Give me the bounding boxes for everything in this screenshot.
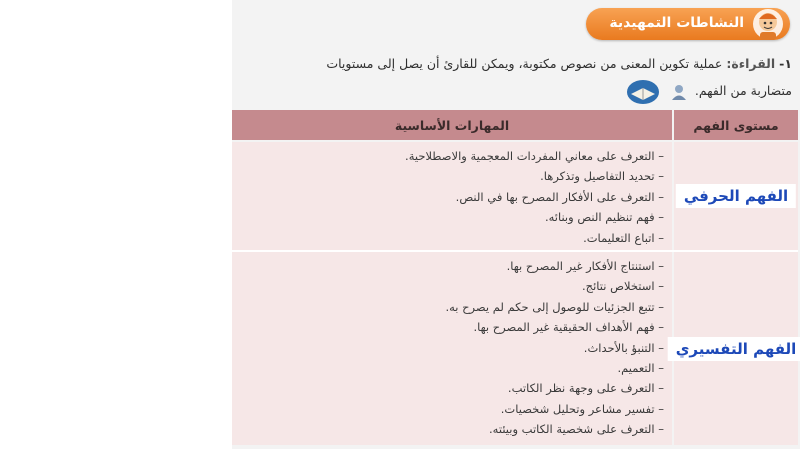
skills-cell: [232, 142, 672, 250]
intro-text-line1: عملية تكوين المعنى من نصوص مكتوبة، ويمكن للقارئ أن يصل إلى مستويات: [326, 56, 723, 71]
level-cell: [674, 252, 798, 445]
level-header: مستوى الفهم: [674, 110, 798, 140]
skills-header: المهارات الأساسية: [232, 110, 672, 140]
level-label: الفهم الحرفي: [676, 184, 796, 208]
list-item: – فهم تنظيم النص وبنائه.: [544, 210, 664, 225]
level-label: الفهم التفسيري: [668, 337, 800, 361]
section-title: النشاطات التمهيدية: [609, 15, 744, 31]
mascot-icon: [748, 2, 788, 44]
list-item: – تتبع الجزئيات للوصول إلى حكم لم يصرح به.: [445, 299, 664, 314]
list-item: – اتباع التعليمات.: [583, 230, 664, 245]
intro-term: القراءة:: [726, 56, 776, 71]
list-item: – التعرف على وجهة نظر الكاتب.: [507, 381, 664, 396]
list-item: – استخلاص نتائج.: [581, 279, 664, 294]
section-banner: [586, 8, 790, 40]
list-item: – استنتاج الأفكار غير المصرح بها.: [506, 259, 664, 273]
list-item: – التعرف على معاني المفردات المعجمية والاصطلاحية.: [405, 149, 664, 163]
table-row: [232, 142, 798, 250]
lesson-page: [232, 0, 800, 449]
table-row: [232, 252, 798, 445]
list-item: – تحديد التفاصيل وتذكرها.: [540, 169, 664, 184]
list-item: – التعرف على شخصية الكاتب وبيئته.: [489, 422, 664, 437]
intro-paragraph: [237, 50, 792, 105]
list-item: – التعرف على الأفكار المصرح بها في النص.: [455, 189, 664, 204]
level-cell: [674, 142, 798, 250]
comprehension-table: [232, 110, 798, 449]
list-item: – فهم الأهداف الحقيقية غير المصرح بها.: [473, 320, 664, 335]
list-item: – التعميم.: [617, 360, 664, 375]
list-item: – التنبؤ بالأحداث.: [583, 340, 664, 355]
list-item: – تفسير مشاعر وتحليل شخصيات.: [500, 401, 664, 416]
intro-number: ١-: [779, 56, 792, 71]
person-icon: [670, 83, 688, 101]
intro-text-line2: متضاربة من الفهم.: [694, 83, 792, 98]
skills-cell: [232, 252, 672, 445]
book-globe-icon: [626, 79, 660, 105]
